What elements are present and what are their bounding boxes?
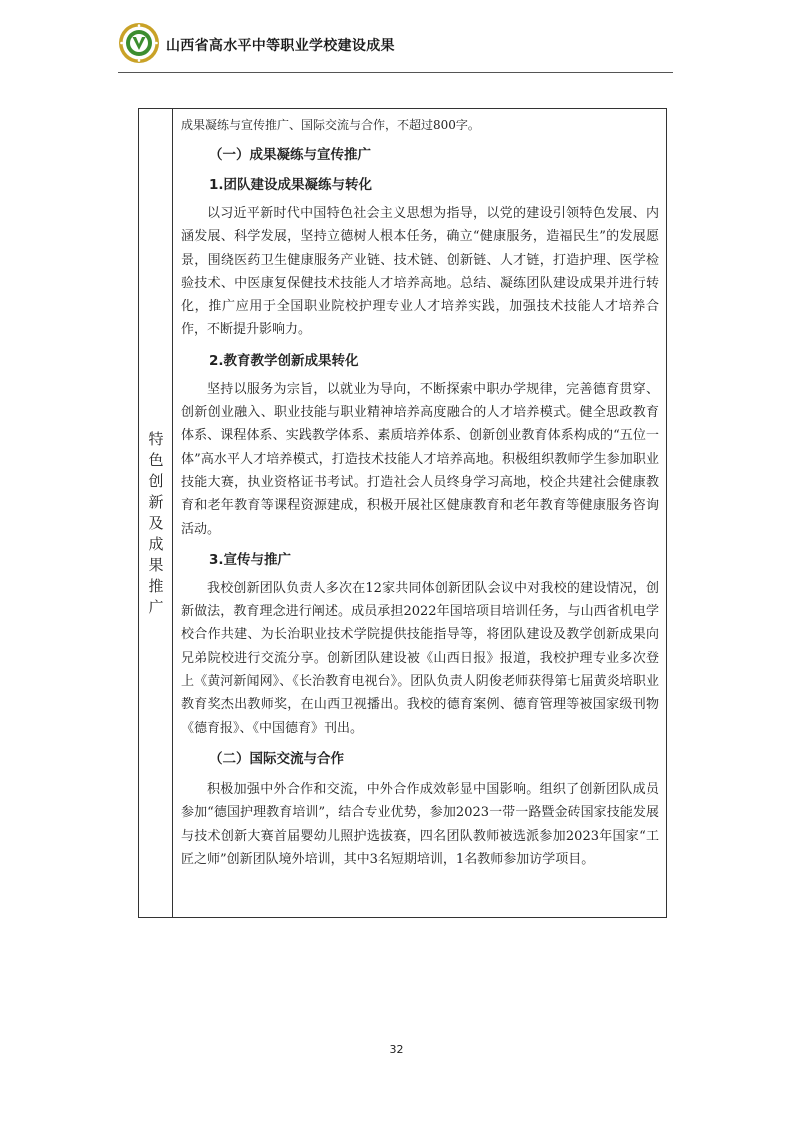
school-logo-icon xyxy=(118,22,160,64)
paragraph: 坚持以服务为宗旨，以就业为导向，不断探索中职办学规律，完善德育贯穿、创新创业融入、职业技能与职业精神培养高度融合的人才培养模式。健全思政教育体系、课程体系、实践教学体系、素质培养体系、创新创业教育体系构成的“五位一体”高水平人才培养模式，打造技术技能人才培养高地。积极组织教师学生参加职业技能大赛，执业资格证书考试。打造社会人员终身学习高地，校企共建社会健康教育和老年教育等课程资源建成，积极开展社区健康教育和老年教育等健康服务咨询活动。 xyxy=(181,381,659,537)
content-table xyxy=(138,108,667,918)
row-label xyxy=(139,429,173,618)
content-cell xyxy=(181,115,659,879)
row-label-char: 成 xyxy=(148,535,164,553)
row-label-char: 新 xyxy=(148,493,164,511)
subsection-heading: 2.教育教学创新成果转化 xyxy=(209,352,359,369)
page-number: 32 xyxy=(389,1043,404,1056)
paragraph: 我校创新团队负责人多次在12家共同体创新团队会议中对我校的建设情况，创新做法，教育理念进行阐述。成员承担2022年国培项目培训任务，与山西省机电学校合作共建、为长治职业技术学院提供技能指导等，将团队建设及教学创新成果向兄弟院校进行交流分享。创新团队建设被《山西日报》报道，我校护理专业多次登上《黄河新闻网》、《长治教育电视台》。团队负责人阴俊老师获得第七届黄炎培职业教育奖杰出教师奖，在山西卫视播出。我校的德育案例、德育管理等被国家级刊物《德育报》、《中国德育》刊出。 xyxy=(181,580,659,736)
page-header xyxy=(118,20,673,72)
row-label-cell xyxy=(139,109,173,917)
intro-text: 成果凝练与宣传推广、国际交流与合作，不超过800字。 xyxy=(181,118,480,132)
header-divider xyxy=(118,72,673,73)
section-heading: （一）成果凝练与宣传推广 xyxy=(209,147,371,163)
row-label-char: 广 xyxy=(148,598,164,616)
row-label-char: 色 xyxy=(148,451,164,469)
paragraph: 以习近平新时代中国特色社会主义思想为指导，以党的建设引领特色发展、内涵发展、科学发展，坚持立德树人根本任务，确立“健康服务，造福民生”的发展愿景，围绕医药卫生健康服务产业链、技术链、创新链、人才链，打造护理、医学检验技术、中医康复保健技术技能人才培养高地。总结、凝练团队建设成果并进行转化，推广应用于全国职业院校护理专业人才培养实践，加强技术技能人才培养合作，不断提升影响力。 xyxy=(181,206,659,338)
section-heading: （二）国际交流与合作 xyxy=(209,750,344,767)
header-title: 山西省高水平中等职业学校建设成果 xyxy=(166,38,395,54)
paragraph: 积极加强中外合作和交流，中外合作成效彰显中国影响。组织了创新团队成员参加“德国护理教育培训”，结合专业优势，参加2023一带一路暨金砖国家技能发展与技术创新大赛首届婴幼儿照护选拔赛，四名团队教师被选派参加2023年国家“工匠之师”创新团队境外培训，其中3名短期培训，1名教师参加访学项目。 xyxy=(181,781,659,867)
row-label-char: 特 xyxy=(148,430,164,448)
subsection-heading: 3.宣传与推广 xyxy=(209,551,292,568)
row-label-char: 果 xyxy=(148,556,164,574)
row-label-char: 创 xyxy=(148,472,164,490)
row-label-char: 及 xyxy=(148,514,164,532)
row-label-char: 推 xyxy=(148,577,164,595)
subsection-heading: 1.团队建设成果凝练与转化 xyxy=(209,177,373,193)
